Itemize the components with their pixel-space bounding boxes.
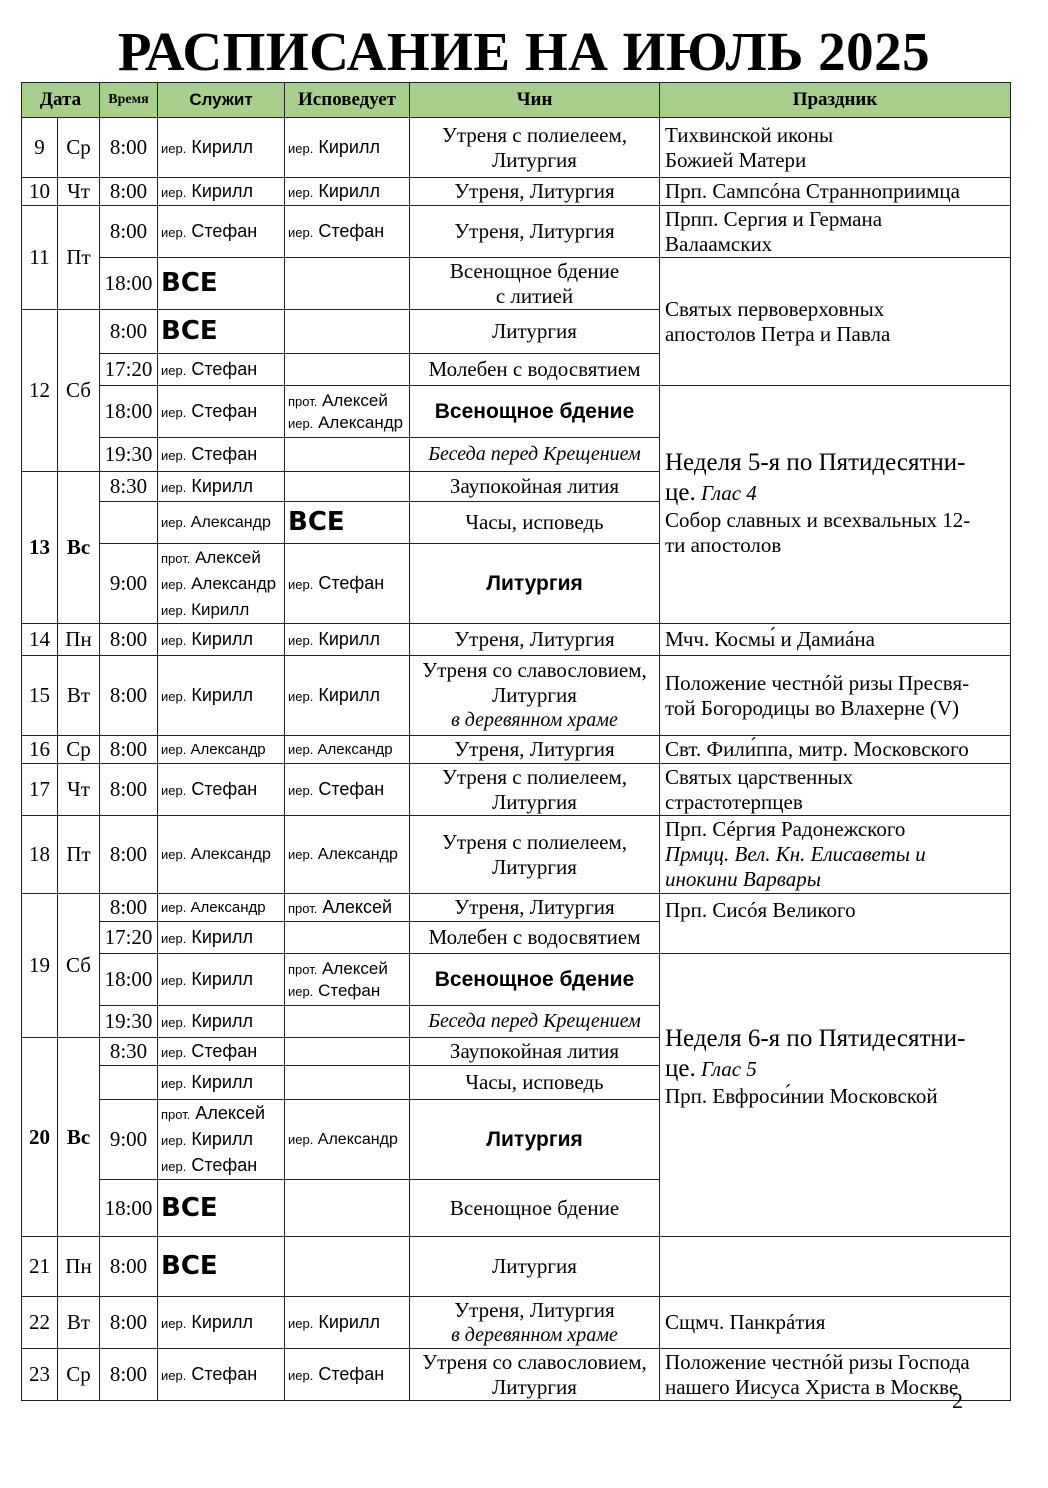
- day-number: 17: [22, 764, 58, 816]
- rite: Часы, исповедь: [410, 1066, 660, 1100]
- service-time: 8:30: [100, 1038, 158, 1066]
- weekday: Пн: [58, 1237, 100, 1297]
- feast: Прпп. Сергия и Германа Валаамских: [660, 206, 1011, 258]
- service-time: 8:30: [100, 472, 158, 502]
- table-row: [22, 206, 1011, 258]
- serving-clergy: иер. Стефан: [158, 438, 285, 472]
- weekday: Сб: [58, 310, 100, 472]
- weekday: Вт: [58, 656, 100, 736]
- rite: Утреня, Литургия: [410, 736, 660, 764]
- header-rite: Чин: [410, 83, 660, 118]
- weekday: Ср: [58, 118, 100, 178]
- feast: Сщмч. Панкрáтия: [660, 1297, 1011, 1349]
- rite: Литургия: [410, 1100, 660, 1180]
- rite: Всенощное бдение: [410, 954, 660, 1006]
- weekday: Вс: [58, 1038, 100, 1237]
- serving-clergy: иер. Александр: [158, 502, 285, 544]
- service-time: 17:20: [100, 922, 158, 954]
- feast: Положение честнóй ризы Пресвя- той Богородицы во Влахерне (V): [660, 656, 1011, 736]
- table-row: [22, 258, 1011, 310]
- service-time: 19:30: [100, 438, 158, 472]
- serving-clergy: иер. Кирилл: [158, 472, 285, 502]
- service-time: 8:00: [100, 1297, 158, 1349]
- weekday: Сб: [58, 894, 100, 1038]
- rite: Утреня, Литургия: [410, 894, 660, 922]
- rite: Заупокойная лития: [410, 472, 660, 502]
- confessor: [285, 258, 410, 310]
- confessor: иер. Стефан: [285, 764, 410, 816]
- table-row: [22, 1237, 1011, 1297]
- confessor: [285, 922, 410, 954]
- weekday: Пт: [58, 206, 100, 310]
- day-number: 19: [22, 894, 58, 1038]
- rite: Молебен с водосвятием: [410, 922, 660, 954]
- rite: Утреня, Литургия в деревянном храме: [410, 1297, 660, 1349]
- day-number: 10: [22, 178, 58, 206]
- rite: Литургия: [410, 1237, 660, 1297]
- rite: Беседа перед Крещением: [410, 438, 660, 472]
- confessor: иер. Кирилл: [285, 656, 410, 736]
- confessor: иер. Стефан: [285, 206, 410, 258]
- feast: Святых царственных страстотерпцев: [660, 764, 1011, 816]
- table-row: [22, 656, 1011, 736]
- serving-clergy: иер. Стефан: [158, 764, 285, 816]
- rite: Всенощное бдение: [410, 1180, 660, 1237]
- service-time: 8:00: [100, 816, 158, 894]
- confessor: иер. Александр: [285, 736, 410, 764]
- serving-clergy-all: ВСЕ: [158, 1180, 285, 1237]
- confessor: [285, 1038, 410, 1066]
- day-number: 18: [22, 816, 58, 894]
- feast: Мчч. Космы́ и Дамиáна: [660, 624, 1011, 656]
- header-confesses: Исповедует: [285, 83, 410, 118]
- service-time: 9:00: [100, 544, 158, 624]
- confessor: [285, 1180, 410, 1237]
- service-time: 9:00: [100, 1100, 158, 1180]
- rite: Молебен с водосвятием: [410, 354, 660, 386]
- confessor-all: ВСЕ: [285, 502, 410, 544]
- rite: Утреня с полиелеем, Литургия: [410, 816, 660, 894]
- confessor: прот. Алексей: [285, 894, 410, 922]
- serving-clergy: иер. Кирилл: [158, 954, 285, 1006]
- rite: Всенощное бдение с литией: [410, 258, 660, 310]
- table-row: [22, 1297, 1011, 1349]
- feast: Неделя 6-я по Пятидесятни- це. Глас 5 Прп. Евфроси́нии Московской: [660, 954, 1011, 1237]
- table-row: [22, 624, 1011, 656]
- confessor: иер. Кирилл: [285, 118, 410, 178]
- confessor: [285, 1237, 410, 1297]
- confessor: [285, 438, 410, 472]
- feast: Тихвинской иконы Божией Матери: [660, 118, 1011, 178]
- serving-clergy: иер. Кирилл: [158, 1066, 285, 1100]
- table-row: [22, 894, 1011, 922]
- service-time: 8:00: [100, 736, 158, 764]
- service-time: 8:00: [100, 206, 158, 258]
- header-feast: Праздник: [660, 83, 1011, 118]
- day-number: 16: [22, 736, 58, 764]
- service-time: 8:00: [100, 764, 158, 816]
- service-time: 8:00: [100, 118, 158, 178]
- service-time: 18:00: [100, 258, 158, 310]
- confessor: иер. Стефан: [285, 544, 410, 624]
- table-row: [22, 118, 1011, 178]
- service-time: 8:00: [100, 894, 158, 922]
- rite: Часы, исповедь: [410, 502, 660, 544]
- weekday: Вс: [58, 472, 100, 624]
- feast: Положение честнóй ризы Господа нашего Иисуса Христа в Москве: [660, 1349, 1011, 1401]
- service-time: 17:20: [100, 354, 158, 386]
- serving-clergy-all: ВСЕ: [158, 258, 285, 310]
- table-row: [22, 1349, 1011, 1401]
- page-number: 2: [952, 1388, 963, 1413]
- confessor: иер. Кирилл: [285, 624, 410, 656]
- page-title: РАСПИСАНИЕ НА ИЮЛЬ 2025: [117, 21, 931, 82]
- rite: Утреня со славословием, Литургия в деревянном храме: [410, 656, 660, 736]
- feast: Прп. Сéргия Радонежского Прмцц. Вел. Кн. Елисаветы и инокини Варвары: [660, 816, 1011, 894]
- rite: Утреня, Литургия: [410, 178, 660, 206]
- confessor: [285, 1066, 410, 1100]
- feast: Свт. Фили́ппа, митр. Московского: [660, 736, 1011, 764]
- serving-clergy: иер. Александр: [158, 736, 285, 764]
- day-number: 9: [22, 118, 58, 178]
- rite: Заупокойная лития: [410, 1038, 660, 1066]
- table-row: [22, 736, 1011, 764]
- day-number: 20: [22, 1038, 58, 1237]
- weekday: Вт: [58, 1297, 100, 1349]
- confessor: иер. Стефан: [285, 1349, 410, 1401]
- feast: Неделя 5-я по Пятидесятни- це. Глас 4 Собор славных и всехвальных 12- ти апостолов: [660, 386, 1011, 624]
- service-time: 8:00: [100, 1349, 158, 1401]
- confessor: [285, 472, 410, 502]
- serving-clergy: иер. Кирилл: [158, 118, 285, 178]
- feast: Прп. Сампсóна Странноприимца: [660, 178, 1011, 206]
- header-serves: Служит: [158, 83, 285, 118]
- confessor: иер. Александр: [285, 1100, 410, 1180]
- confessor: [285, 354, 410, 386]
- serving-clergy: иер. Александр: [158, 816, 285, 894]
- serving-clergy-all: ВСЕ: [158, 310, 285, 354]
- serving-clergy: иер. Стефан: [158, 1038, 285, 1066]
- table-row: [22, 816, 1011, 894]
- day-number: 11: [22, 206, 58, 310]
- rite: Литургия: [410, 310, 660, 354]
- table-header-row: [22, 83, 1011, 118]
- service-time: 8:00: [100, 1237, 158, 1297]
- confessor: [285, 1006, 410, 1038]
- rite: Утреня, Литургия: [410, 624, 660, 656]
- day-number: 22: [22, 1297, 58, 1349]
- day-number: 13: [22, 472, 58, 624]
- serving-clergy: иер. Кирилл: [158, 1006, 285, 1038]
- weekday: Пн: [58, 624, 100, 656]
- day-number: 15: [22, 656, 58, 736]
- service-time: 18:00: [100, 386, 158, 438]
- rite: Утреня с полиелеем, Литургия: [410, 764, 660, 816]
- serving-clergy-all: ВСЕ: [158, 1237, 285, 1297]
- serving-clergy: иер. Кирилл: [158, 922, 285, 954]
- service-time: 18:00: [100, 954, 158, 1006]
- rite: Утреня с полиелеем, Литургия: [410, 118, 660, 178]
- confessor: прот. Алексей иер. Стефан: [285, 954, 410, 1006]
- table-row: [22, 386, 1011, 438]
- day-number: 23: [22, 1349, 58, 1401]
- table-row: [22, 954, 1011, 1006]
- rite: Всенощное бдение: [410, 386, 660, 438]
- serving-clergy: иер. Стефан: [158, 206, 285, 258]
- service-time: [100, 1066, 158, 1100]
- service-time: 8:00: [100, 656, 158, 736]
- service-time: 18:00: [100, 1180, 158, 1237]
- weekday: Ср: [58, 1349, 100, 1401]
- service-time: [100, 502, 158, 544]
- schedule-table: [21, 82, 1011, 1401]
- serving-clergy: иер. Александр: [158, 894, 285, 922]
- table-row: [22, 178, 1011, 206]
- weekday: Пт: [58, 816, 100, 894]
- day-number: 21: [22, 1237, 58, 1297]
- serving-clergy: иер. Стефан: [158, 1349, 285, 1401]
- serving-clergy: прот. Алексей иер. Кирилл иер. Стефан: [158, 1100, 285, 1180]
- service-time: 19:30: [100, 1006, 158, 1038]
- header-time: Время: [100, 83, 158, 118]
- weekday: Чт: [58, 178, 100, 206]
- service-time: 8:00: [100, 624, 158, 656]
- serving-clergy: иер. Кирилл: [158, 656, 285, 736]
- weekday: Ср: [58, 736, 100, 764]
- confessor: иер. Кирилл: [285, 178, 410, 206]
- day-number: 14: [22, 624, 58, 656]
- rite: Беседа перед Крещением: [410, 1006, 660, 1038]
- serving-clergy: прот. Алексей иер. Александр иер. Кирилл: [158, 544, 285, 624]
- header-date: Дата: [22, 83, 100, 118]
- serving-clergy: иер. Кирилл: [158, 178, 285, 206]
- rite: Утреня со славословием, Литургия: [410, 1349, 660, 1401]
- confessor: [285, 310, 410, 354]
- serving-clergy: иер. Стефан: [158, 386, 285, 438]
- serving-clergy: иер. Стефан: [158, 354, 285, 386]
- rite: Литургия: [410, 544, 660, 624]
- serving-clergy: иер. Кирилл: [158, 624, 285, 656]
- service-time: 8:00: [100, 310, 158, 354]
- weekday: Чт: [58, 764, 100, 816]
- service-time: 8:00: [100, 178, 158, 206]
- feast: Святых первоверховных апостолов Петра и Павла: [660, 258, 1011, 386]
- confessor: прот. Алексей иер. Александр: [285, 386, 410, 438]
- feast: Прп. Сисóя Великого: [660, 894, 1011, 954]
- table-row: [22, 764, 1011, 816]
- confessor: иер. Кирилл: [285, 1297, 410, 1349]
- confessor: иер. Александр: [285, 816, 410, 894]
- serving-clergy: иер. Кирилл: [158, 1297, 285, 1349]
- day-number: 12: [22, 310, 58, 472]
- rite: Утреня, Литургия: [410, 206, 660, 258]
